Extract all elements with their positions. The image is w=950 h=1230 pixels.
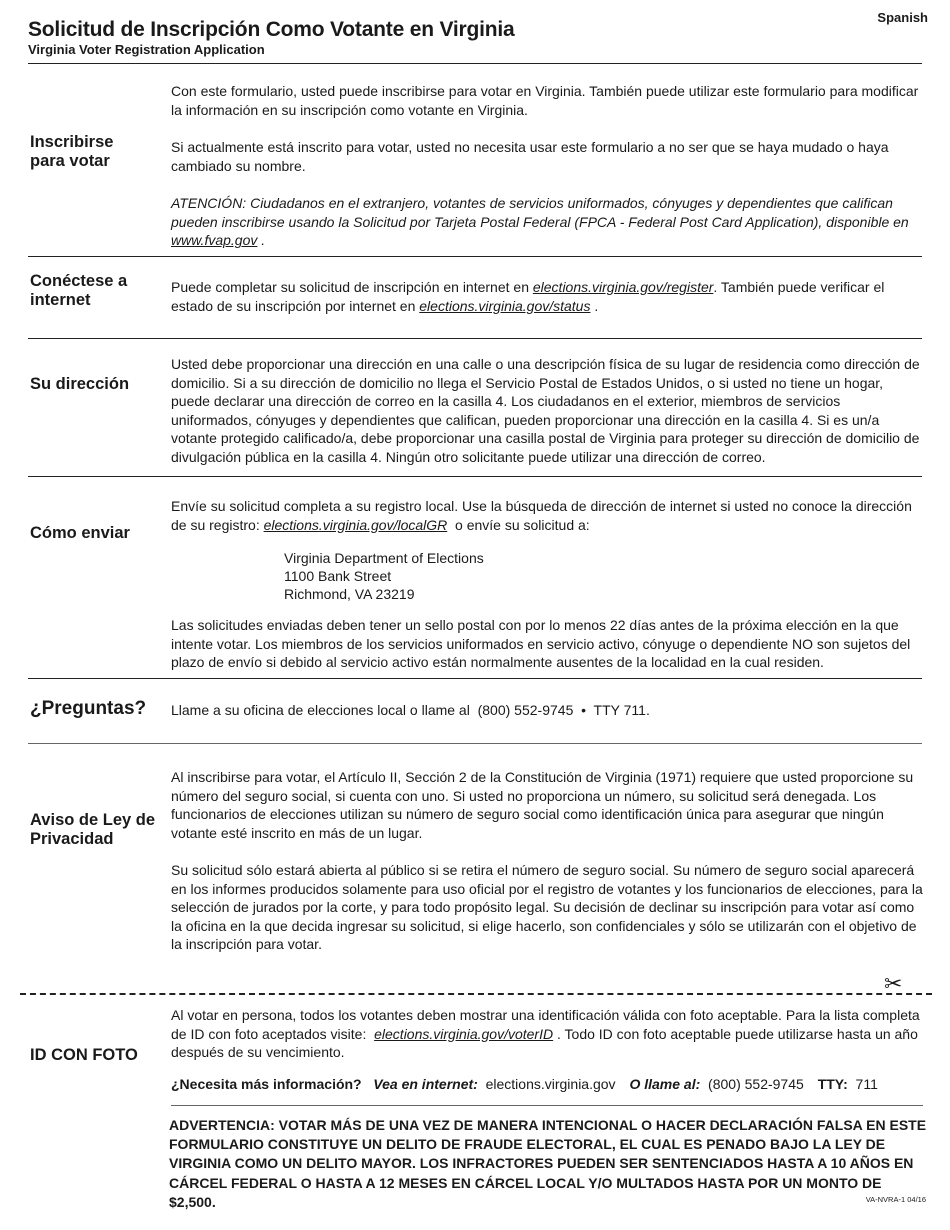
cut-line: [20, 993, 932, 995]
privacy-paragraph-1: Al inscribirse para votar, el Artículo II, Sección 2 de la Constitución de Virginia (1971) requiere que usted proporcione su número del seguro social, si cuenta con uno. Si usted no proporciona un número, su solicitud será denegada. Los funcionarios de elecciones utilizan su número de seguro social como identificación única para asegurar que ningún votante esté inscrito en más de un lugar.: [171, 769, 914, 841]
section-divider: [28, 476, 922, 477]
online-text-a: Puede completar su solicitud de inscripción en internet en: [171, 279, 529, 295]
questions-heading: ¿Preguntas?: [30, 698, 147, 719]
send-paragraph-2: Las solicitudes enviadas deben tener un sello postal con por lo menos 22 días antes de la próxima elección en la que intente votar. Los miembros de los servicios uniformados en servicio activo, cónyuge o dependiente NO son sujetos del plazo de envío si debido al servicio activo están normalmente ausentes de la localidad en la cual residen.: [171, 617, 911, 671]
address-line: Richmond, VA 23219: [284, 586, 415, 602]
section-divider: [28, 743, 922, 744]
call-label: O llame al:: [629, 1076, 701, 1092]
voterid-link[interactable]: elections.virginia.gov/voterID: [374, 1025, 554, 1042]
online-label: Vea en internet:: [373, 1076, 478, 1092]
photo-id-heading: ID CON FOTO: [30, 1046, 138, 1064]
language-label: Spanish: [877, 10, 928, 25]
register-attention-text: ATENCIÓN: Ciudadanos en el extranjero, votantes de servicios uniformados, cónyuges y dependientes que califican pueden inscribirse usando la Solicitud por Tarjeta Postal Federal (FPCA - Federal Post Card Application), disponible en: [171, 195, 909, 230]
section-divider: [28, 256, 922, 257]
fvap-link[interactable]: www.fvap.gov: [171, 232, 258, 249]
localgr-link[interactable]: elections.virginia.gov/localGR: [263, 516, 448, 533]
online-heading: Conéctese a internet: [30, 272, 128, 309]
address-line: 1100 Bank Street: [284, 568, 392, 584]
status-link[interactable]: elections.virginia.gov/status: [419, 297, 591, 314]
register-attention-end: .: [261, 232, 266, 249]
page-title: Solicitud de Inscripción Como Votante en Virginia: [28, 18, 515, 41]
online-text-b: . También puede verificar el estado de su inscripción por internet en: [171, 279, 885, 314]
online-value[interactable]: elections.virginia.gov: [485, 1076, 616, 1092]
page-subtitle: Virginia Voter Registration Application: [28, 42, 265, 57]
send-heading: Cómo enviar: [30, 524, 130, 542]
questions-text: Llame a su oficina de elecciones local o llame al (800) 552-9745 • TTY 711.: [171, 702, 650, 718]
form-number: VA-NVRA-1 04/16: [865, 1195, 926, 1204]
tty-value: 711: [855, 1076, 878, 1092]
tty-label: TTY:: [817, 1076, 848, 1092]
more-info-label: ¿Necesita más información?: [171, 1076, 362, 1092]
mailing-address: [284, 549, 484, 603]
register-paragraph-3: [171, 194, 923, 250]
address-paragraph: Usted debe proporcionar una dirección en una calle o una descripción física de su lugar de residencia como dirección de domicilio. Si a su dirección de domicilio no llega el Servicio Postal de Estados Unidos, o si usted no tiene un hogar, puede declarar una dirección de correo en la casilla 4. Los ciudadanos en el exterior, miembros de servicios uniformados, cónyuges y dependientes que califican, pueden proporcionar una dirección en la casilla 4. Si es un/a votante protegido calificado/a, debe proporcionar una casilla postal de Virginia para proteger su dirección de domicilio de divulgación pública en la casilla 4. Ningún otro solicitante puede utilizar una dirección de correo.: [171, 356, 920, 465]
register-paragraph-2: Si actualmente está inscrito para votar, usted no necesita usar este formulario a no ser que se haya mudado o haya cambiado su nombre.: [171, 139, 889, 174]
phone-number: (800) 552-9745: [708, 1076, 804, 1092]
send-paragraph-1: [171, 497, 923, 534]
privacy-paragraph-2: Su solicitud sólo estará abierta al público si se retira el número de seguro social. Su número de seguro social aparecerá en los informes producidos solamente para uso oficial por el registro de votantes y los funcionarios de elecciones, para la selección de jurados por la corte, y para todo propósito legal. Su decisión de declinar su inscripción para votar así como la oficina en la que decida ingresar su solicitud, si elige hacerlo, son confidenciales y sólo se utilizarán con el objetivo de la inscripción para votar.: [171, 862, 923, 953]
more-info-line: [171, 1076, 878, 1092]
send-text-a: Envíe su solicitud completa a su registro local. Use la búsqueda de dirección de internet si usted no conoce la dirección de su registro:: [171, 498, 912, 533]
address-heading: Su dirección: [30, 375, 130, 393]
online-text-c: .: [594, 297, 599, 314]
section-divider: [28, 338, 922, 339]
privacy-heading: Aviso de Ley de Privacidad: [30, 811, 156, 848]
photo-id-text-a: Al votar en persona, todos los votantes deben mostrar una identificación válida con foto aceptable. Para la lista completa de ID con foto aceptados visite:: [171, 1007, 920, 1042]
warning-divider: [171, 1105, 923, 1106]
register-heading: Inscribirse para votar: [30, 133, 114, 170]
register-paragraph-1: Con este formulario, usted puede inscribirse para votar en Virginia. También puede utilizar este formulario para modificar la información en su inscripción como votante en Virginia.: [171, 83, 919, 118]
register-link[interactable]: elections.virginia.gov/register: [532, 279, 714, 295]
address-line: Virginia Department of Elections: [284, 550, 484, 566]
scissors-icon: ✂: [884, 971, 903, 996]
photo-id-paragraph: [171, 1006, 923, 1062]
photo-id-text-b: . Todo ID con foto aceptable puede utilizarse hasta un año después de su vencimiento.: [171, 1025, 918, 1061]
section-divider: [28, 678, 922, 679]
header-divider: [28, 63, 922, 64]
send-text-b: o envíe su solicitud a:: [455, 516, 590, 533]
warning-text: ADVERTENCIA: VOTAR MÁS DE UNA VEZ DE MANERA INTENCIONAL O HACER DECLARACIÓN FALSA EN ESTE FORMULARIO CONSTITUYE UN DELITO DE FRAUDE ELECTORAL, EL CUAL ES PENADO BAJO LA LEY DE VIRGINIA COMO UN DELITO MAYOR. LOS INFRACTORES PUEDEN SER SENTENCIADOS HASTA A 10 AÑOS EN CÁRCEL FEDERAL O HASTA A 12 MESES EN CÁRCEL LOCAL Y/O MULTADOS HASTA POR UN MONTO DE $2,500.: [169, 1117, 927, 1210]
online-paragraph: [171, 278, 923, 315]
